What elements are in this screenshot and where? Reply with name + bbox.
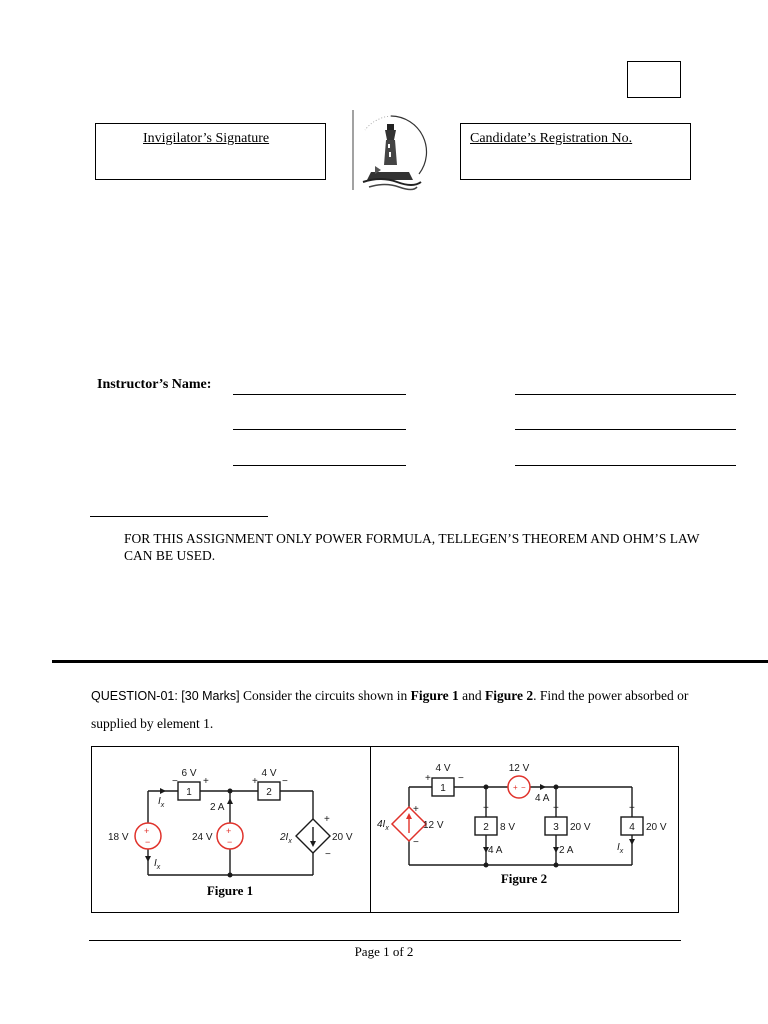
element-2-label: 2 [483, 822, 489, 833]
dependent-source-label: $2I_x$ [280, 832, 292, 845]
plus-sign: + [203, 776, 209, 787]
voltage-8v-label: 8 V [500, 822, 516, 833]
element-1-label: 1 [440, 783, 446, 794]
figure1-circuit [92, 747, 369, 912]
plus-sign: + [483, 803, 489, 814]
minus-sign: − [325, 849, 331, 860]
element-1-voltage: 6 V [181, 768, 197, 779]
minus-sign: − [145, 837, 151, 847]
figure2-caption: Figure 2 [500, 871, 548, 886]
section-separator-line [90, 516, 268, 517]
element-3-label: 3 [553, 822, 559, 833]
current-2a-label: 2 A [559, 845, 574, 856]
current-ix-label: $I_x$ [617, 842, 624, 855]
plus-sign: + [226, 826, 232, 836]
element-4-label: 4 [629, 822, 635, 833]
plus-sign: + [252, 776, 258, 787]
current-ix-label: $I_x$ [154, 858, 161, 871]
current-2a-label: 2 A [210, 802, 225, 813]
voltage-20v-label: 20 V [332, 832, 353, 843]
instructor-name-line [233, 429, 406, 430]
plus-sign: + [425, 773, 431, 784]
question-text: . Find the power absorbed or supplied by element 1. [91, 688, 689, 731]
plus-sign: + [144, 826, 150, 836]
footer-rule [89, 940, 681, 941]
question-heading: QUESTION-01: [30 Marks] [91, 689, 240, 703]
minus-sign: − [413, 837, 419, 848]
voltage-12v-label: 12 V [423, 820, 444, 831]
instructor-name-line [233, 465, 406, 466]
plus-sign: + [553, 803, 559, 814]
plus-sign: + [629, 803, 635, 814]
element-1-voltage: 4 V [435, 763, 451, 774]
instructor-name-line [515, 394, 736, 395]
voltage-20v-label: 20 V [646, 822, 667, 833]
invigilator-signature-box [95, 123, 326, 180]
registration-number-label: Candidate’s Registration No. [470, 131, 633, 146]
university-logo [351, 110, 433, 192]
current-4a-top-label: 4 A [535, 793, 550, 804]
instructor-name-line [515, 429, 736, 430]
question-text: and [458, 688, 486, 703]
plus-sign: − [172, 776, 178, 787]
section-divider [52, 660, 768, 663]
figure2-circuit [371, 747, 678, 912]
page-footer: Page 1 of 2 [354, 944, 414, 959]
plus-sign: + [413, 804, 419, 815]
question-text: Consider the circuits shown in [239, 688, 411, 703]
voltage-20v-label: 20 V [570, 822, 591, 833]
figure1-reference: Figure 1 [410, 688, 459, 703]
question-01 [91, 682, 691, 738]
source-24v-label: 24 V [192, 832, 213, 843]
invigilator-signature-label: Invigilator’s Signature [143, 131, 270, 146]
minus-sign: − [521, 783, 526, 792]
registration-number-box [460, 123, 691, 180]
minus-sign: − [458, 773, 464, 784]
page-number-box [627, 61, 681, 98]
dependent-source-label: $4I_x$ [377, 819, 389, 832]
current-4a-label: 4 A [488, 845, 503, 856]
minus-sign: − [227, 837, 233, 847]
voltage-source-12v [508, 776, 530, 798]
figure1-caption: Figure 1 [206, 883, 254, 898]
element-1-label: 1 [186, 787, 192, 798]
instructor-name-label: Instructor’s Name: [97, 377, 212, 392]
minus-sign: − [282, 776, 288, 787]
instructor-name-line [515, 465, 736, 466]
plus-sign: + [513, 783, 518, 792]
source-18v-label: 18 V [108, 832, 129, 843]
current-ix-label: $I_x$ [158, 796, 165, 809]
instructor-name-line [233, 394, 406, 395]
source-12v-top-label: 12 V [508, 763, 530, 774]
element-2-label: 2 [266, 787, 272, 798]
assignment-note: FOR THIS ASSIGNMENT ONLY POWER FORMULA, TELLEGEN’S THEOREM AND OHM’S LAW CAN BE USED. [124, 531, 700, 563]
plus-sign: + [324, 814, 330, 825]
figure2-reference: Figure 2 [485, 688, 534, 703]
element-2-voltage: 4 V [261, 768, 277, 779]
